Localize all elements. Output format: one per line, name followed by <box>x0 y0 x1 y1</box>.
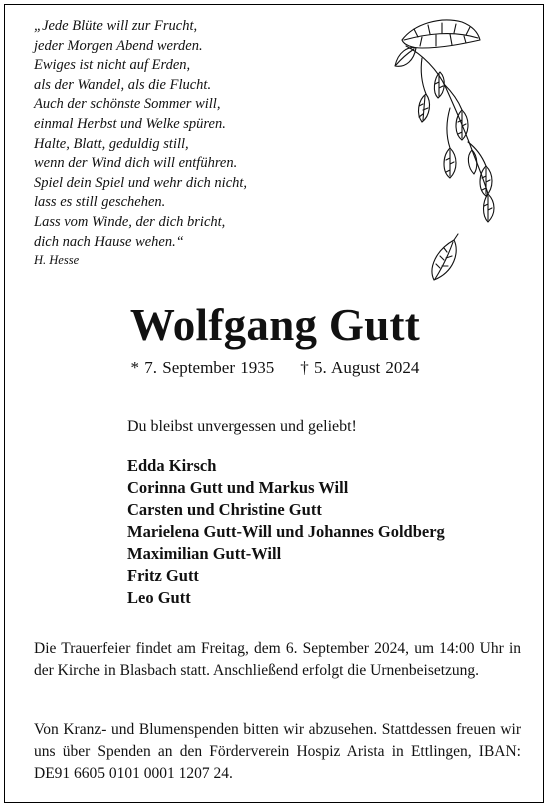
donation-notice: Von Kranz- und Blumenspenden bitten wir abzusehen. Stattdessen freuen wir uns über Spenden an den Förderverein Hospiz Arista in Ettlingen, IBAN: DE91 6605 0101 0001 1207 24. <box>34 721 521 782</box>
poem-line: einmal Herbst und Welke spüren. <box>34 115 226 132</box>
poem-line: als der Wandel, als die Flucht. <box>34 76 212 93</box>
service-notice: Die Trauerfeier findet am Freitag, dem 6. September 2024, um 14:00 Uhr in der Kirche in Blasbach statt. Anschließend erfolgt die Urnenbeisetzung. <box>34 640 521 679</box>
poem-author: H. Hesse <box>34 253 80 268</box>
poem-line: „Jede Blüte will zur Frucht, <box>34 18 198 34</box>
poem-line: Spiel dein Spiel und wehr dich nicht, <box>34 174 248 191</box>
mourner-name: Marielena Gutt-Will und Johannes Goldberg <box>127 522 445 541</box>
mourner-name: Leo Gutt <box>127 588 191 607</box>
mourner-name: Corinna Gutt und Markus Will <box>127 478 349 497</box>
poem-line: dich nach Hause wehen.“ <box>34 233 184 250</box>
death-date: † 5. August 2024 <box>300 358 420 377</box>
poem-line: Ewiges ist nicht auf Erden, <box>34 57 191 74</box>
mourners-list <box>127 455 445 609</box>
mourner-name: Fritz Gutt <box>127 566 199 585</box>
mourner-name: Edda Kirsch <box>127 456 217 475</box>
mourner-name: Maximilian Gutt-Will <box>127 544 282 563</box>
poem-line: wenn der Wind dich will entführen. <box>34 155 238 172</box>
poem-line: Lass vom Winde, der dich bricht, <box>34 213 226 230</box>
mourner-name: Carsten und Christine Gutt <box>127 500 322 519</box>
poem-line: lass es still geschehen. <box>34 194 166 211</box>
birth-date: * 7. September 1935 <box>130 358 275 377</box>
life-dates <box>0 357 550 379</box>
poem-line: Halte, Blatt, geduldig still, <box>34 135 189 152</box>
poem-line: Auch der schönste Sommer will, <box>34 96 221 113</box>
farewell-message: Du bleibst unvergessen und geliebt! <box>127 418 357 435</box>
leaf-branch-icon <box>392 18 507 288</box>
poem-line: jeder Morgen Abend werden. <box>34 37 203 54</box>
poem <box>34 17 364 270</box>
deceased-name: Wolfgang Gutt <box>129 300 421 350</box>
